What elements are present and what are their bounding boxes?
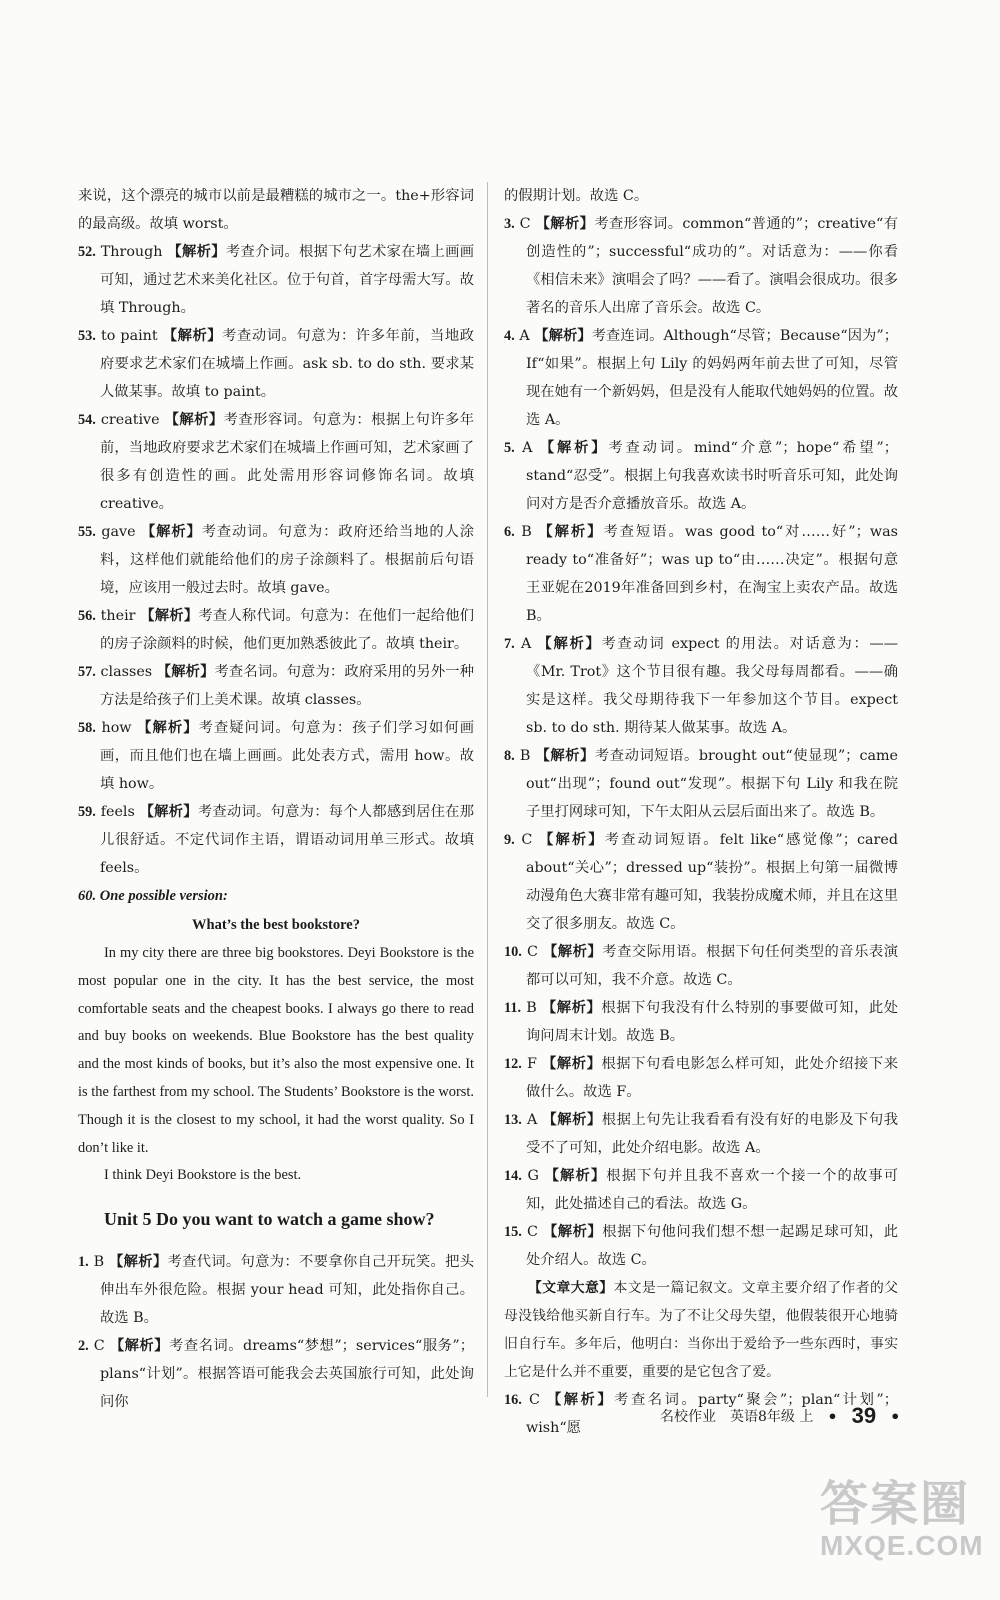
answer-item — [504, 1050, 898, 1106]
analysis-text: 考查名词。句意为：政府采用的另外一种方法是给孩子们上美术课。故填 classes。 — [100, 664, 475, 708]
answer-key: to paint — [100, 328, 158, 344]
analysis-tag: 【解析】 — [109, 1254, 168, 1271]
answer-item — [504, 630, 898, 742]
analysis-text: 考查人称代词。句意为：在他们一起给他们的房子涂颜料的时候，他们更加熟悉彼此了。故填 their。 — [100, 608, 475, 652]
answer-key: B — [526, 1000, 537, 1016]
answer-item — [504, 322, 898, 434]
analysis-text: 考查动词短语。felt like“感觉像”；cared about“关心”；dressed up“装扮”。根据上句第一届微博动漫角色大赛非常有趣可知，我装扮成魔术师，并且在这里交了很多朋友。故选 C。 — [526, 832, 898, 932]
analysis-text: 根据下句并且我不喜欢一个接一个的故事可知，此处描述自己的看法。故选 G。 — [526, 1168, 899, 1212]
answer-key: G — [527, 1168, 539, 1184]
analysis-text: 考查短语。was good to“对……好”；was ready to“准备好”；was up to“由……决定”。根据句意王亚妮在2019年准备回到乡村，在淘宝上卖农产品。故选 B。 — [526, 524, 898, 624]
analysis-tag: 【解析】 — [156, 664, 215, 680]
q60-number: 60. — [78, 888, 97, 904]
answer-number: 1. — [78, 1254, 89, 1271]
analysis-text: 考查形容词。common“普通的”；creative“有创造性的”；successful“成功的”。对话意为：——你看《相信未来》演唱会了吗？——看了。演唱会很成功。很多著名的音乐人出席了音乐会。故选 C。 — [526, 216, 899, 316]
answer-key: feels — [100, 804, 135, 820]
analysis-tag: 【解析】 — [162, 328, 223, 344]
analysis-tag: 【解析】 — [139, 804, 198, 820]
analysis-tag: 【解析】 — [544, 1168, 607, 1184]
watermark-line-2: MXQE.COM — [820, 1530, 984, 1561]
answer-number: 5. — [504, 440, 515, 456]
answer-key: B — [93, 1254, 105, 1271]
analysis-text: 考查形容词。句意为：根据上句许多年前，当地政府要求艺术家们在城墙上作画可知，艺术家画了很多有创造性的画。此处需用形容词修饰名词。故填 creative。 — [100, 412, 475, 512]
answer-key: creative — [100, 412, 160, 428]
answer-key: F — [526, 1056, 537, 1072]
subject-grade: 英语8年级 上 — [730, 1409, 814, 1425]
analysis-tag: 【解析】 — [164, 412, 224, 428]
analysis-text: 考查代词。句意为：不要拿你自己开玩笑。把头伸出车外很危险。根据 your head 可知，此处指你自己。故选 B。 — [100, 1254, 475, 1327]
column-divider — [487, 182, 488, 1397]
analysis-tag: 【解析】 — [542, 1056, 602, 1072]
answer-item — [78, 658, 474, 714]
analysis-text: 根据下句我没有什么特别的事要做可知，此处询问周末计划。故选 B。 — [526, 1000, 899, 1044]
analysis-tag: 【解析】 — [535, 216, 595, 232]
page-footer — [660, 1403, 900, 1429]
answer-number: 57. — [78, 664, 96, 680]
analysis-tag: 【解析】 — [534, 328, 592, 344]
analysis-text: 考查动词。句意为：政府还给当地的人涂料，这样他们就能给他们的房子涂颜料了。根据前后句语境，应该用一般过去时。故填 gave。 — [100, 524, 475, 596]
watermark — [820, 1480, 984, 1562]
answer-number: 4. — [504, 328, 515, 344]
answer-item — [78, 406, 474, 518]
summary-tag: 【文章大意】 — [528, 1280, 614, 1296]
analysis-tag: 【解析】 — [535, 748, 595, 764]
page-number: 39 — [851, 1403, 877, 1428]
analysis-text: 根据下句看电影怎么样可知，此处介绍接下来做什么。故选 F。 — [526, 1056, 899, 1100]
answer-item — [504, 210, 898, 322]
answer-item — [78, 798, 474, 882]
answer-item — [504, 434, 898, 518]
answer-number: 2. — [78, 1338, 89, 1355]
answer-item — [504, 1106, 898, 1162]
answer-key: gave — [101, 524, 136, 540]
analysis-tag: 【解析】 — [542, 1112, 602, 1128]
answer-key: A — [522, 440, 533, 456]
analysis-tag: 【解析】 — [167, 244, 226, 260]
analysis-text: 考查动词。句意为：每个人都感到居住在那儿很舒适。不定代词作主语，谓语动词用单三形式。故填 feels。 — [100, 804, 475, 876]
analysis-tag: 【解析】 — [140, 608, 199, 624]
q60-heading — [78, 882, 474, 910]
answer-number: 8. — [504, 748, 515, 764]
analysis-tag: 【解析】 — [542, 1224, 603, 1240]
analysis-tag: 【解析】 — [109, 1338, 170, 1355]
analysis-tag: 【解析】 — [542, 944, 603, 960]
analysis-text: 考查名词。party“聚会”；plan“计划”；wish“愿 — [526, 1392, 899, 1436]
watermark-line-1: 答案圈 — [820, 1478, 971, 1531]
answer-key: Through — [100, 244, 163, 260]
answer-item — [504, 826, 898, 938]
answer-number: 56. — [78, 608, 96, 624]
unit-title: Unit 5 Do you want to watch a game show? — [104, 1209, 435, 1230]
analysis-tag: 【解析】 — [140, 524, 202, 540]
answer-item — [504, 1218, 898, 1274]
answer-number: 52. — [78, 244, 96, 260]
left-intro: 来说，这个漂亮的城市以前是最糟糕的城市之一。the+形容词的最高级。故填 worst。 — [78, 188, 474, 232]
answer-number: 3. — [504, 216, 515, 232]
analysis-text: 考查动词 expect 的用法。对话意为：——《Mr. Trot》这个节目很有趣。我父母每周都看。——确实是这样。我父母期待我下一年参加这个节目。expect sb. to do sth. 期待某人做某事。故选 A。 — [526, 636, 899, 736]
analysis-text: 考查名词。dreams“梦想”；services“服务”；plans“计划”。根据答语可能我会去英国旅行可知，此处询问你 — [100, 1338, 475, 1411]
answer-key: A — [520, 636, 532, 652]
answer-number: 7. — [504, 636, 515, 652]
analysis-text: 考查介词。根据下句艺术家在墙上画画可知，通过艺术来美化社区。位于句首，首字母需大写。故填 Through。 — [100, 244, 475, 316]
answer-number: 16. — [504, 1392, 522, 1408]
answer-number: 11. — [504, 1000, 522, 1016]
summary-text: 本文是一篇记叙文。文章主要介绍了作者的父母没钱给他买新自行车。为了不让父母失望，他假装很开心地骑旧自行车。多年后，他明白：当你出于爱给予一些东西时，事实上它是什么并不重要，重要的是它包含了爱。 — [504, 1280, 899, 1380]
answer-key: C — [521, 832, 533, 848]
answer-item — [504, 1162, 898, 1218]
answer-number: 53. — [78, 328, 96, 344]
answer-item — [78, 1332, 474, 1416]
answer-number: 6. — [504, 524, 515, 540]
answer-item — [78, 518, 474, 602]
answer-number: 9. — [504, 832, 515, 848]
right-column — [504, 182, 901, 1442]
right-answer-list — [504, 210, 898, 1274]
answer-number: 15. — [504, 1224, 522, 1240]
answer-number: 10. — [504, 944, 522, 960]
answer-key: C — [93, 1338, 105, 1355]
right-intro: 的假期计划。故选 C。 — [504, 188, 649, 204]
answer-key: B — [521, 524, 532, 540]
answer-key: C — [526, 944, 538, 960]
book-name: 名校作业 — [660, 1409, 716, 1425]
answer-key: B — [519, 748, 531, 764]
left-column — [78, 182, 474, 1416]
essay-paragraph-1: In my city there are three big bookstores. Deyi Bookstore is the most popular one in the city. It has the best service, the most comfortable seats and the cheapest books. I always go there to read and buy books on weekends. Blue Bookstore has the best quality and the most kinds of books, but it’s also the most expensive one. It is the farthest from my school. The Students’ Bookstore is the worst. Though it is the closest to my school, it had the worst quality. So I don’t like it. — [78, 945, 474, 1156]
answer-item — [78, 322, 474, 406]
essay-paragraph-2: I think Deyi Bookstore is the best. — [104, 1167, 302, 1184]
answer-item — [504, 994, 898, 1050]
left-answer-list — [78, 238, 474, 882]
answer-number: 14. — [504, 1168, 522, 1184]
answer-key: how — [101, 720, 132, 736]
answer-key: classes — [100, 664, 153, 680]
answer-number: 12. — [504, 1056, 522, 1072]
analysis-tag: 【解析】 — [537, 636, 602, 652]
answer-item — [78, 238, 474, 322]
analysis-text: 考查动词。句意为：许多年前，当地政府要求艺术家们在城墙上作画。ask sb. to do sth. 要求某人做某事。故填 to paint。 — [100, 328, 475, 400]
analysis-text: 根据下句他问我们想不想一起踢足球可知，此处介绍人。故选 C。 — [526, 1224, 899, 1268]
dot-icon: • — [890, 1406, 901, 1426]
answer-key: C — [528, 1392, 540, 1408]
unit-answer-list — [78, 1248, 474, 1416]
analysis-tag: 【解析】 — [538, 524, 604, 540]
answer-item — [504, 742, 898, 826]
analysis-text: 考查交际用语。根据下句任何类型的音乐表演都可以可知，我不介意。故选 C。 — [526, 944, 899, 988]
answer-item — [78, 714, 474, 798]
answer-number: 13. — [504, 1112, 522, 1128]
analysis-tag: 【解析】 — [541, 1000, 602, 1016]
answer-key: their — [100, 608, 136, 624]
analysis-text: 考查动词。mind“介意”；hope“希望”；stand“忍受”。根据上句我喜欢读书时听音乐可知，此处询问对方是否介意播放音乐。故选 A。 — [526, 440, 899, 512]
answer-item — [504, 938, 898, 994]
article-summary — [504, 1274, 898, 1386]
dot-icon: • — [827, 1406, 838, 1426]
answer-number: 59. — [78, 804, 96, 820]
q60-version: One possible version: — [99, 888, 228, 904]
analysis-tag: 【解析】 — [539, 832, 605, 848]
answer-item — [78, 1248, 474, 1332]
analysis-tag: 【解析】 — [539, 440, 609, 456]
analysis-text: 考查疑问词。句意为：孩子们学习如何画画，而且他们也在墙上画画。此处表方式，需用 how。故填 how。 — [100, 720, 474, 792]
answer-key: A — [519, 328, 530, 344]
answer-number: 58. — [78, 720, 96, 736]
analysis-text: 考查连词。Although“尽管；Because“因为”；If“如果”。根据上句 Lily 的妈妈两年前去世了可知，尽管现在她有一个新妈妈，但是没有人能取代她妈妈的位置。故选 A。 — [526, 328, 899, 428]
answer-key: C — [519, 216, 531, 232]
answer-number: 54. — [78, 412, 96, 428]
analysis-tag: 【解析】 — [546, 1392, 615, 1408]
analysis-text: 考查动词短语。brought out“使显现”；came out“出现”；found out“发现”。根据下句 Lily 和我在院子里打网球可知，下午太阳从云层后面出来了。故选 B。 — [526, 748, 899, 820]
answer-item — [78, 602, 474, 658]
answer-number: 55. — [78, 524, 96, 540]
analysis-tag: 【解析】 — [137, 720, 199, 736]
answer-item — [504, 518, 898, 630]
answer-key: C — [526, 1224, 538, 1240]
analysis-text: 根据上句先让我看看有没有好的电影及下句我受不了可知，此处介绍电影。故选 A。 — [526, 1112, 899, 1156]
answer-key: A — [526, 1112, 538, 1128]
essay-title: What’s the best bookstore? — [192, 917, 360, 933]
